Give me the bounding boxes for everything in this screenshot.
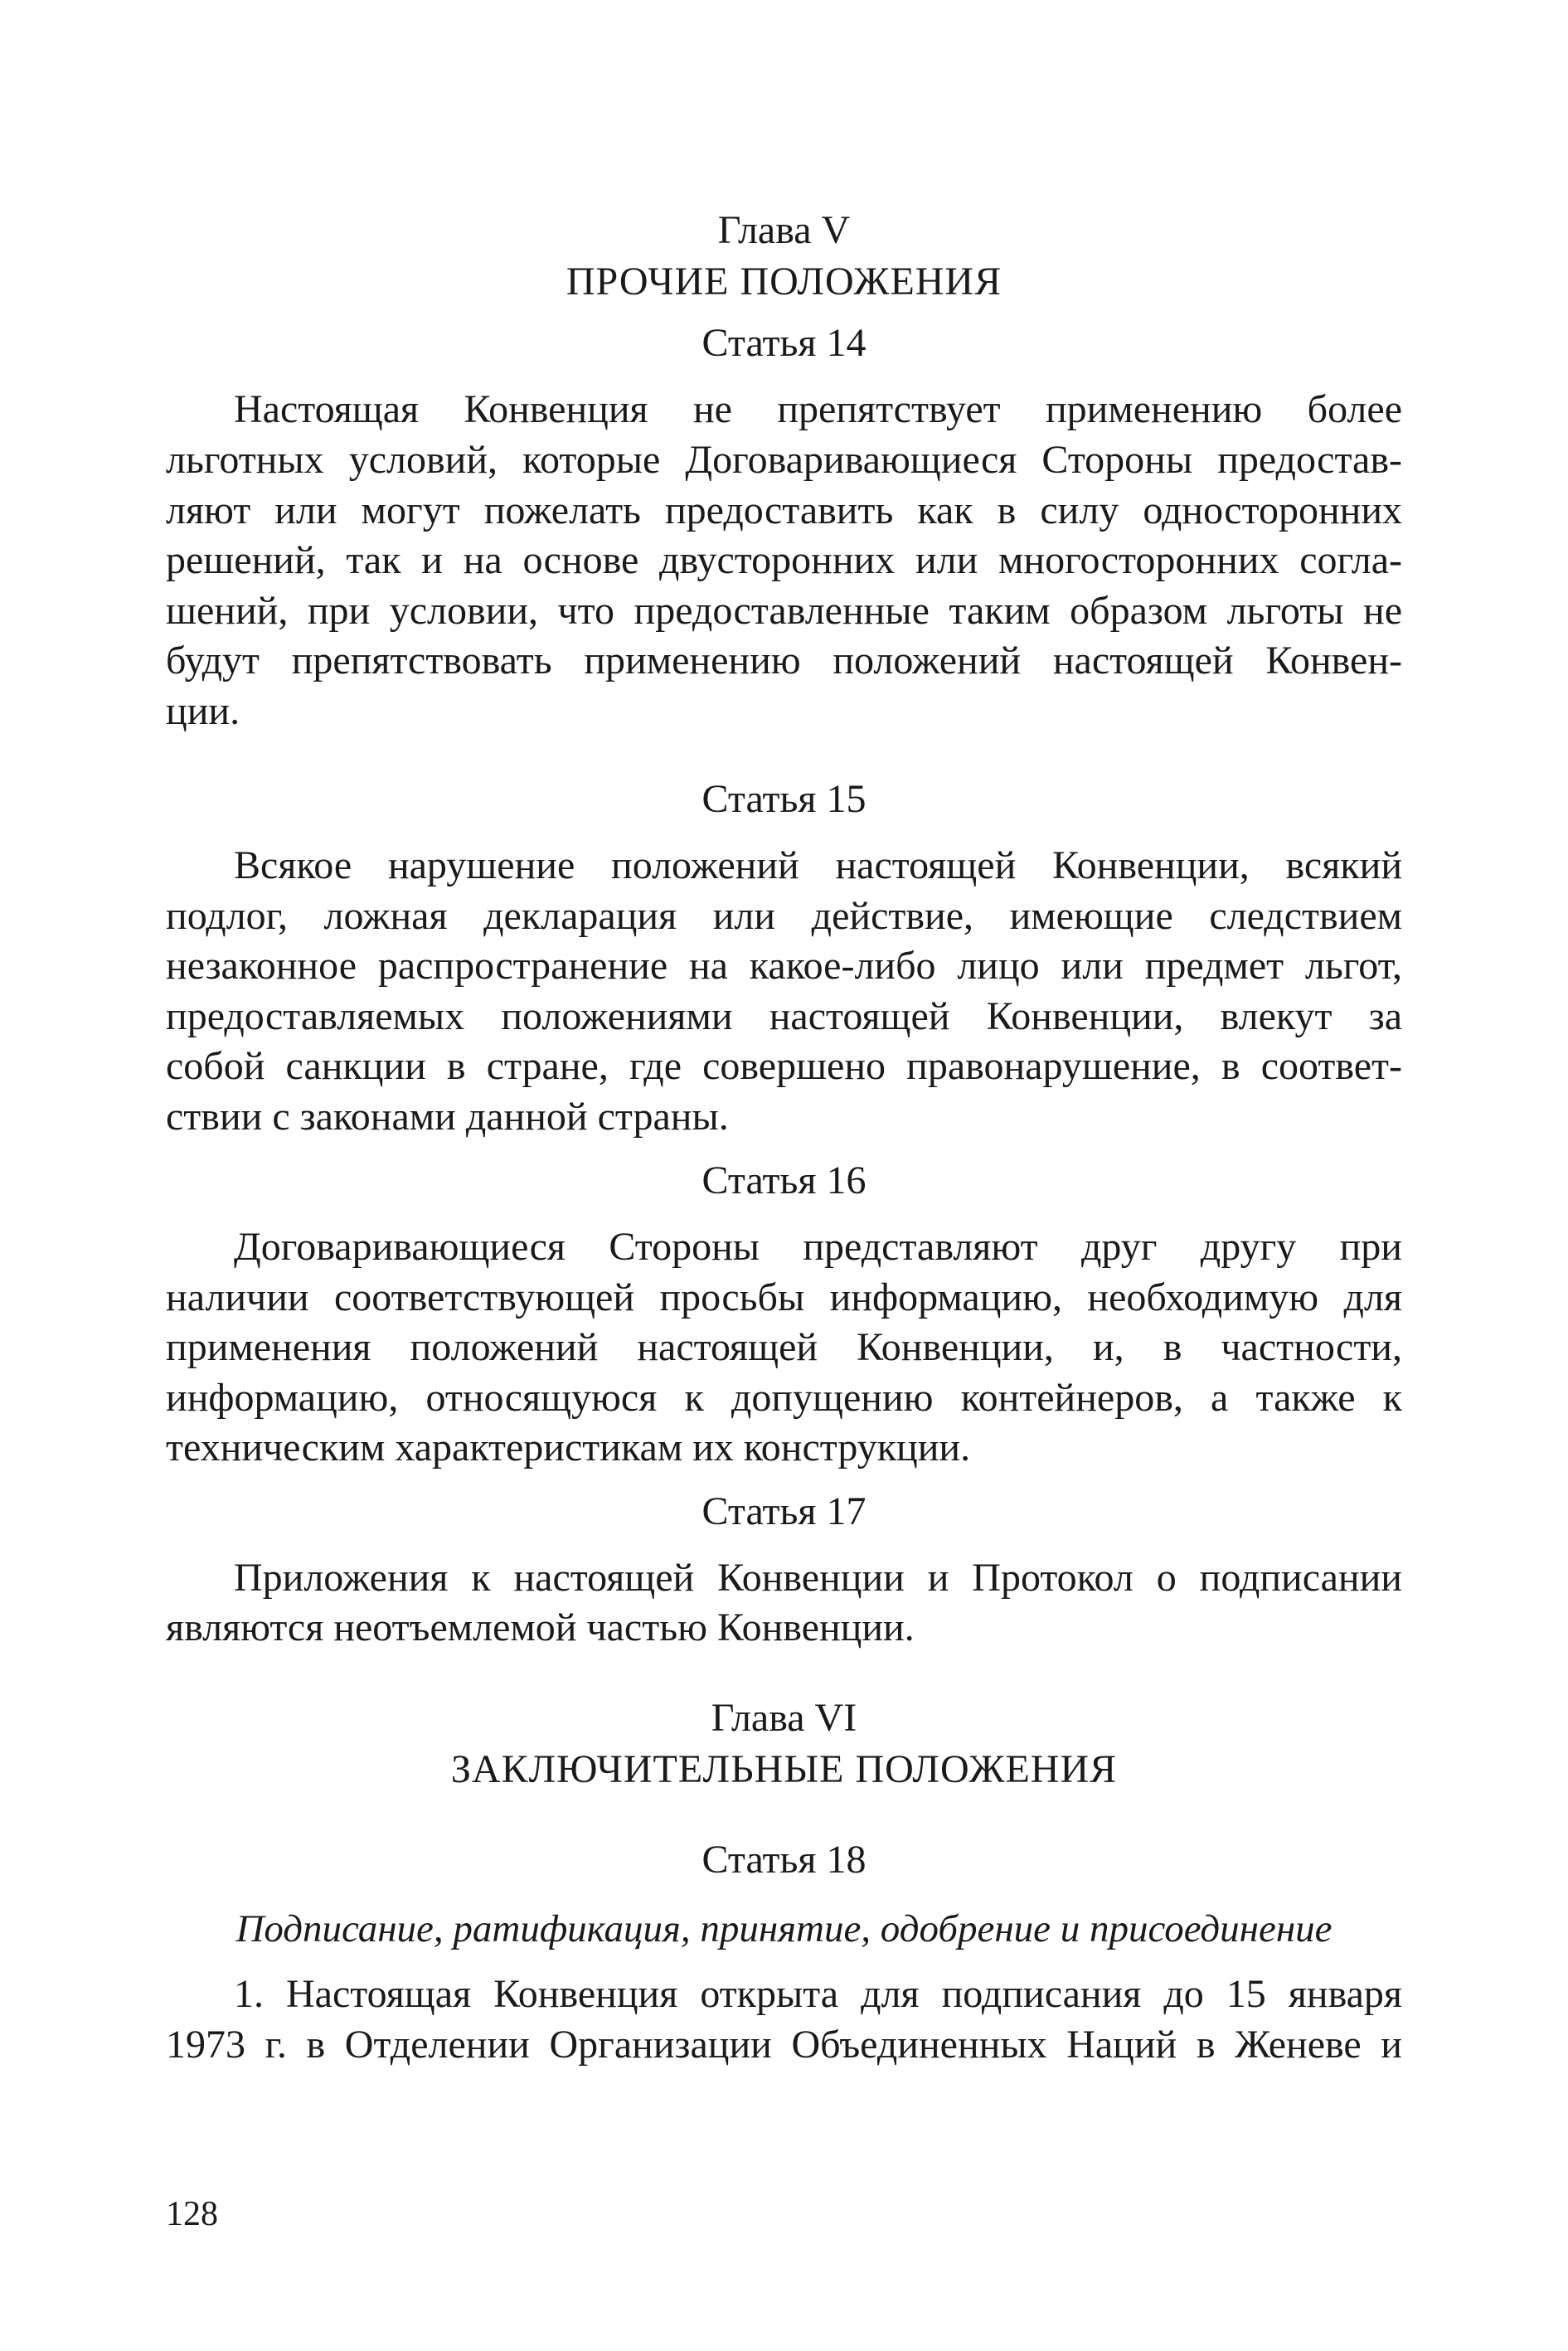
- paragraph-line: техническим характеристикам их конструкции.: [166, 1426, 971, 1469]
- paragraph-line: собой санкции в стране, где совершено правонарушение, в соответ-: [166, 1044, 1402, 1088]
- paragraph-line: шений, при условии, что предоставленные таким образом льготы не: [166, 589, 1402, 633]
- chapter-heading: Глава VI: [711, 1696, 857, 1740]
- paragraph-line: ствии с законами данной страны.: [166, 1095, 729, 1139]
- paragraph-line: 1. Настоящая Конвенция открыта для подписания до 15 января: [234, 1972, 1402, 2016]
- article-heading: Статья 15: [701, 777, 867, 821]
- paragraph-line: Всякое нарушение положений настоящей Конвенции, всякий: [234, 843, 1402, 887]
- paragraph-line: применения положений настоящей Конвенции, и, в частности,: [166, 1325, 1402, 1369]
- paragraph-line: Договаривающиеся Стороны представляют друг другу при: [234, 1225, 1402, 1269]
- paragraph-line: 1973 г. в Отделении Организации Объединенных Наций в Женеве и: [166, 2023, 1402, 2067]
- paragraph-line: информацию, относящуюся к допущению контейнеров, а также к: [166, 1376, 1402, 1420]
- paragraph-line: решений, так и на основе двусторонних или многосторонних согла-: [166, 538, 1402, 582]
- chapter-title: ЗАКЛЮЧИТЕЛЬНЫЕ ПОЛОЖЕНИЯ: [450, 1747, 1118, 1791]
- paragraph-line: подлог, ложная декларация или действие, имеющие следствием: [166, 894, 1402, 938]
- paragraph-line: наличии соответствующей просьбы информацию, необходимую для: [166, 1275, 1402, 1319]
- paragraph-line: Настоящая Конвенция не препятствует применению более: [234, 387, 1402, 431]
- article-subtitle: Подписание, ратификация, принятие, одобрение и присоединение: [235, 1907, 1333, 1950]
- paragraph-line: ции.: [166, 689, 240, 733]
- paragraph-line: предоставляемых положениями настоящей Конвенции, влекут за: [166, 994, 1402, 1038]
- paragraph-line: льготных условий, которые Договаривающиеся Стороны предостав-: [166, 438, 1402, 482]
- article-heading: Статья 14: [701, 321, 867, 365]
- article-heading: Статья 17: [701, 1489, 867, 1533]
- paragraph-line: являются неотъемлемой частью Конвенции.: [166, 1605, 915, 1649]
- paragraph-line: Приложения к настоящей Конвенции и Протокол о подписании: [234, 1556, 1402, 1600]
- paragraph-line: незаконное распространение на какое-либо лицо или предмет льгот,: [166, 944, 1402, 988]
- page-number: 128: [166, 2195, 218, 2233]
- article-heading: Статья 16: [701, 1158, 867, 1202]
- chapter-heading: Глава V: [717, 208, 851, 252]
- chapter-title: ПРОЧИЕ ПОЛОЖЕНИЯ: [566, 260, 1002, 304]
- article-heading: Статья 18: [701, 1838, 867, 1882]
- paragraph-line: будут препятствовать применению положений настоящей Конвен-: [166, 639, 1402, 682]
- paragraph-line: ляют или могут пожелать предоставить как в силу односторонних: [166, 488, 1402, 532]
